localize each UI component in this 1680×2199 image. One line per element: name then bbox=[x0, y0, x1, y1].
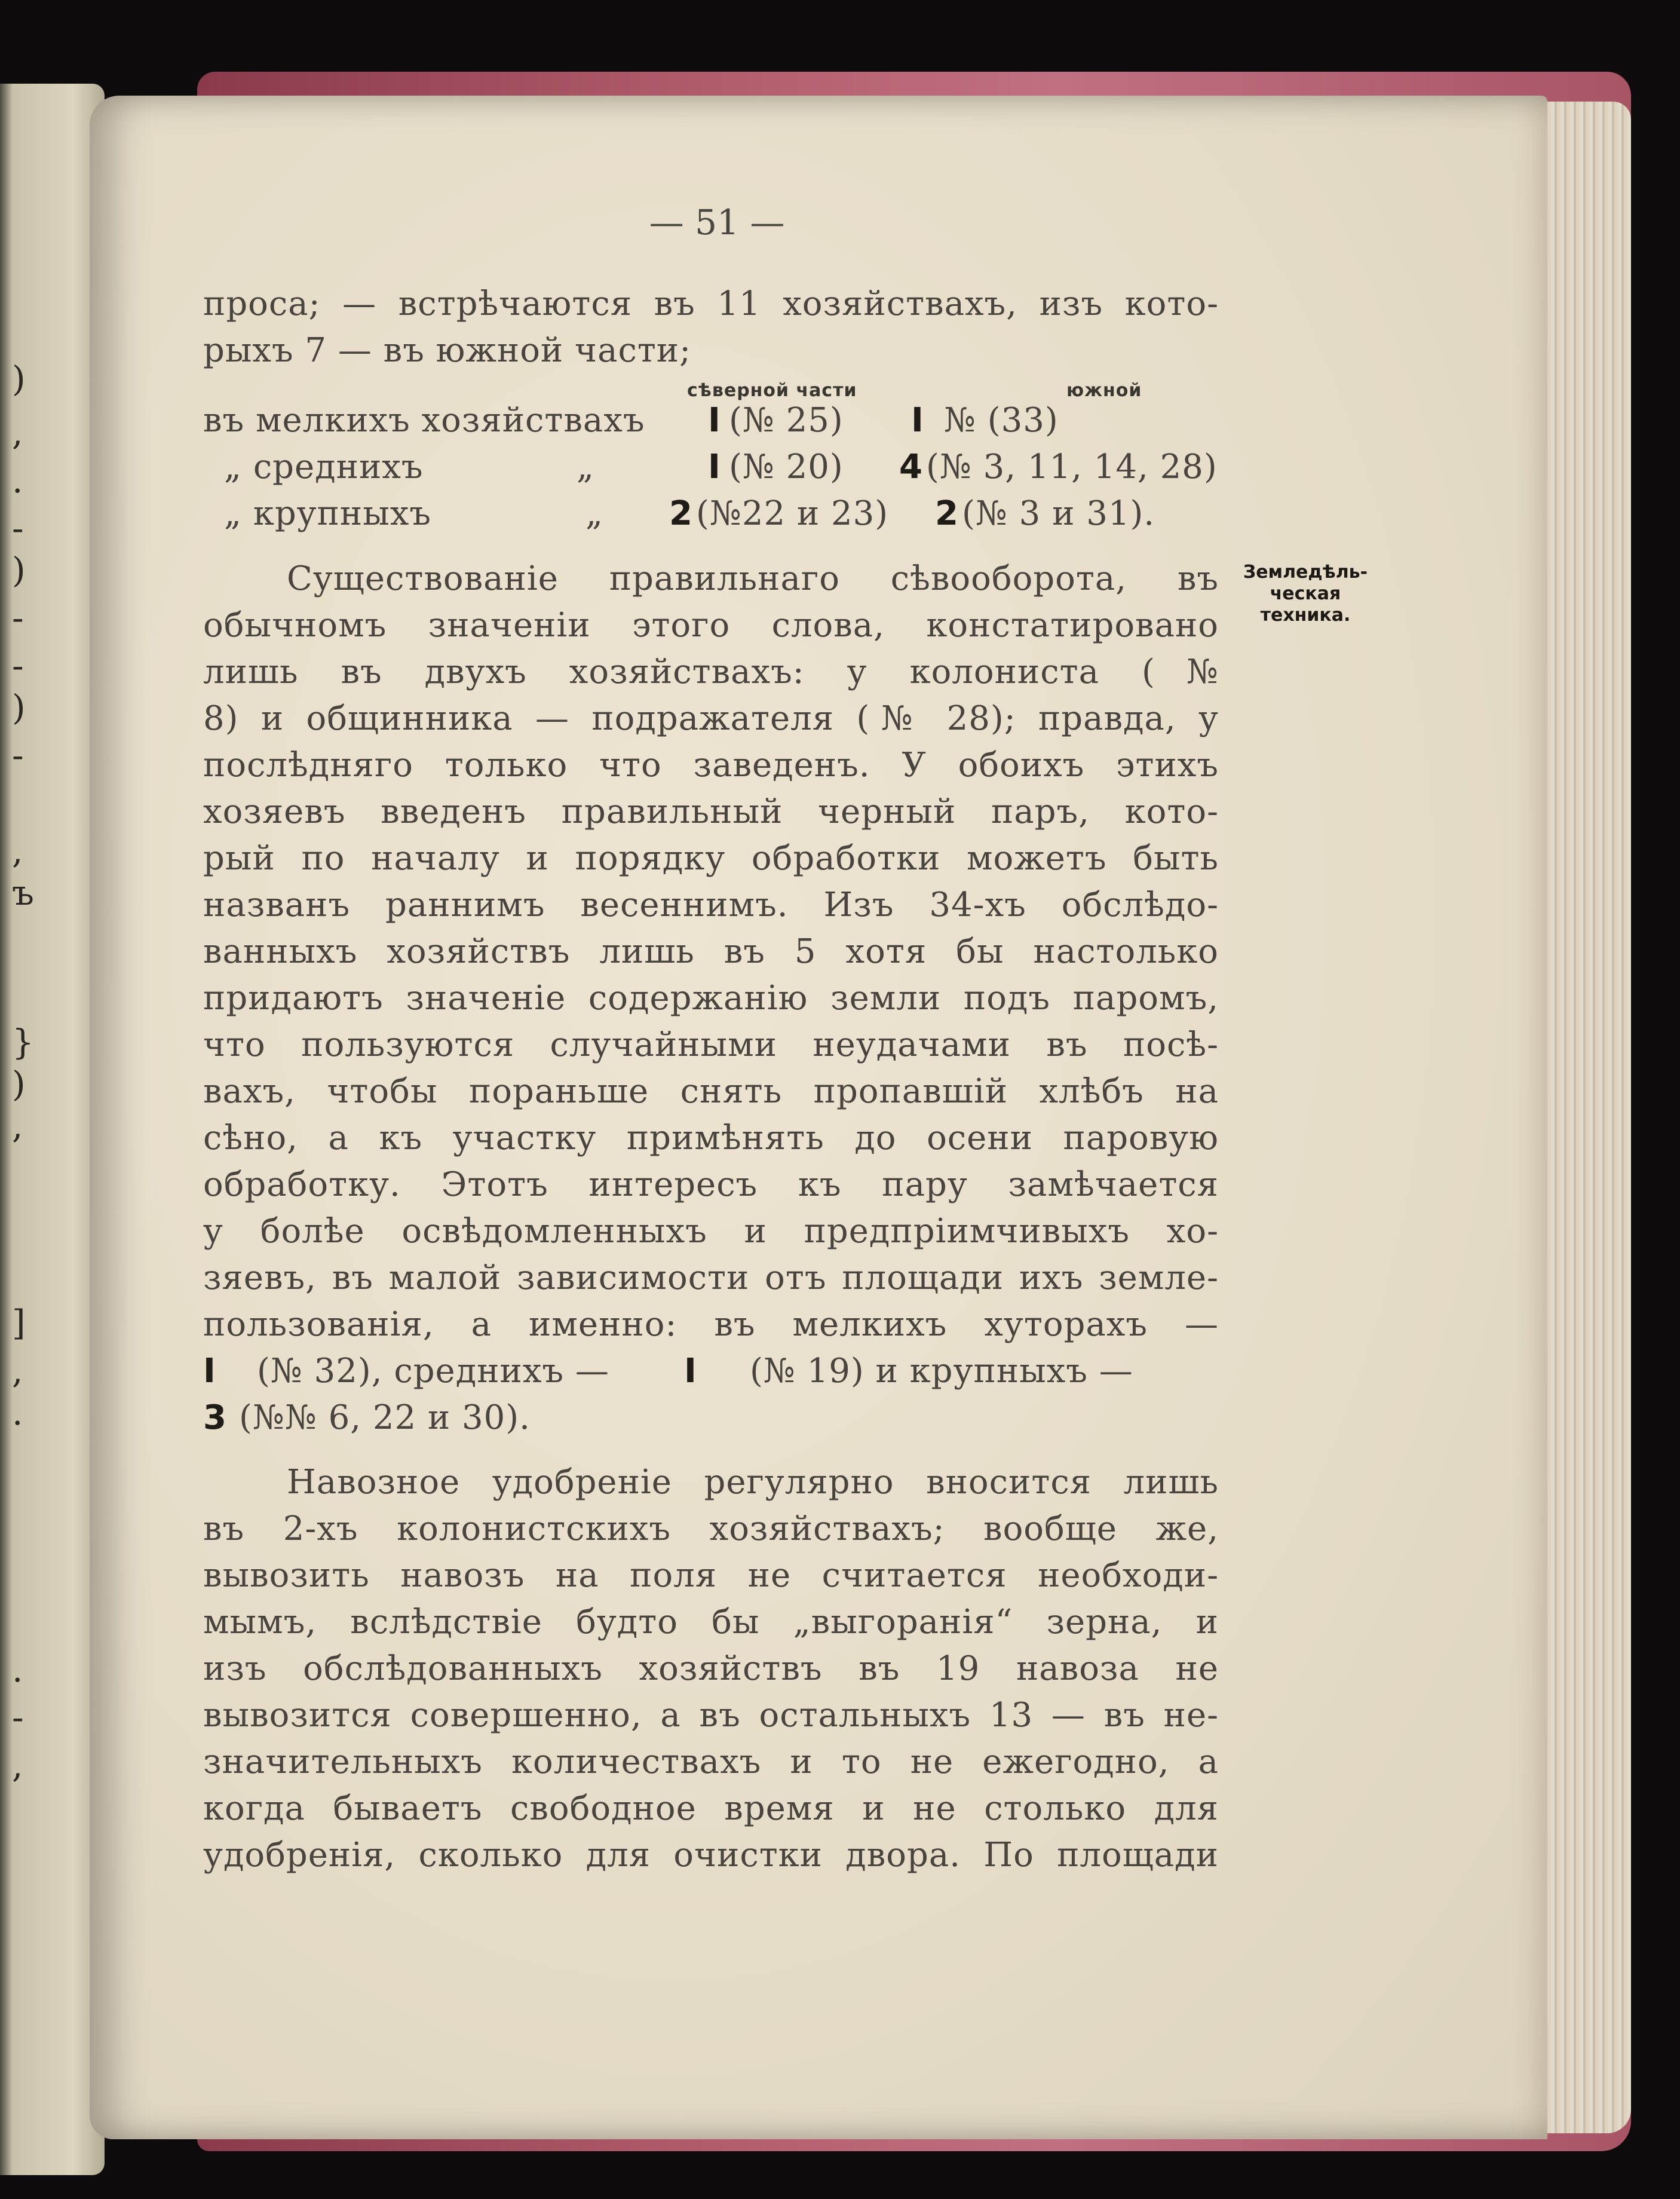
text-line: Существованіе правильнаго сѣвооборота, въ bbox=[287, 559, 1219, 598]
text-line: что пользуются случайными неудачами въ посѣ- bbox=[203, 1025, 1219, 1064]
text-line: сѣно, а къ участку примѣнять до осени паровую bbox=[203, 1119, 1219, 1157]
text-line: ванныхъ хозяйствъ лишь въ 5 хотя бы настолько bbox=[203, 932, 1219, 971]
left-mark: , bbox=[12, 1350, 23, 1391]
left-mark: ] bbox=[12, 1303, 26, 1343]
row-north-count: I bbox=[708, 401, 721, 440]
left-mark: . bbox=[12, 1649, 23, 1690]
row-north-count: I bbox=[708, 448, 721, 486]
text-line: Навозное удобреніе регулярно вносится лишь bbox=[287, 1463, 1219, 1502]
row-south-count: 4 bbox=[899, 448, 923, 486]
left-mark: - bbox=[12, 508, 24, 549]
left-mark: ) bbox=[12, 1064, 26, 1104]
text-line: удобренія, сколько для очистки двора. По площади bbox=[203, 1836, 1219, 1875]
left-mark: . bbox=[12, 1392, 23, 1433]
left-mark: , bbox=[12, 412, 23, 453]
text-line: названъ раннимъ весеннимъ. Изъ 34-хъ обслѣдо- bbox=[203, 886, 1219, 924]
bold-count: I bbox=[203, 1352, 216, 1391]
row-south-count: 2 bbox=[935, 494, 959, 533]
text-line: пользованія, а именно: въ мелкихъ хуторахъ — bbox=[203, 1305, 1219, 1344]
text-line: послѣдняго только что заведенъ. У обоихъ этихъ bbox=[203, 746, 1219, 785]
table-header-north: сѣверной части bbox=[687, 380, 857, 401]
text-line: когда бываетъ свободное время и не столько для bbox=[203, 1789, 1219, 1828]
left-mark: ) bbox=[12, 687, 26, 728]
left-mark: , bbox=[12, 1105, 23, 1146]
text-line: вывозится совершенно, а въ остальныхъ 13 — въ не- bbox=[203, 1696, 1219, 1735]
row-label: „ среднихъ bbox=[224, 448, 424, 486]
left-mark: - bbox=[12, 1697, 24, 1738]
text-line: зяевъ, въ малой зависимости отъ площади ихъ земле- bbox=[203, 1258, 1219, 1297]
left-mark: - bbox=[12, 735, 24, 776]
row-south-count: I bbox=[911, 401, 924, 440]
margin-note-line: техника. bbox=[1260, 605, 1351, 626]
left-mark: ) bbox=[12, 550, 26, 590]
row-south-refs: (№ 3 и 31). bbox=[962, 494, 1155, 533]
text-line: лишь въ двухъ хозяйствахъ: у колониста (№ bbox=[203, 653, 1219, 691]
row-north-count: 2 bbox=[669, 494, 693, 533]
row-ditto: „ bbox=[585, 494, 604, 533]
left-mark: ) bbox=[12, 359, 26, 399]
text-line: 8) и общинника — подражателя (№ 28); правда, у bbox=[203, 699, 1219, 738]
bold-count: 3 bbox=[203, 1398, 227, 1437]
row-south-refs: № (33) bbox=[944, 401, 1059, 440]
left-mark: - bbox=[12, 598, 24, 638]
row-north-refs: (№ 20) bbox=[729, 448, 844, 486]
row-south-refs: (№ 3, 11, 14, 28) bbox=[926, 448, 1218, 486]
margin-note bbox=[1240, 562, 1371, 626]
body-text bbox=[203, 0, 1219, 2199]
row-ditto: „ bbox=[577, 448, 595, 486]
left-mark: , bbox=[12, 831, 23, 871]
left-mark: , bbox=[12, 1745, 23, 1785]
text-line: значительныхъ количествахъ и то не ежегодно, а bbox=[203, 1742, 1219, 1781]
text-line: (№ 32), среднихъ — bbox=[257, 1352, 609, 1391]
bold-count: I bbox=[684, 1352, 697, 1391]
text-line: мымъ, вслѣдствіе будто бы „выгоранія“ зерна, и bbox=[203, 1603, 1219, 1641]
page-number: — 51 — bbox=[649, 202, 785, 243]
row-label: въ мелкихъ хозяйствахъ bbox=[203, 401, 645, 440]
text-line: (№ 19) и крупныхъ — bbox=[750, 1352, 1133, 1391]
text-line: обработку. Этотъ интересъ къ пару замѣчается bbox=[203, 1165, 1219, 1204]
text-line: вывозить навозъ на поля не считается необходи- bbox=[203, 1556, 1219, 1595]
left-mark: ъ bbox=[12, 872, 34, 913]
row-north-refs: (№ 25) bbox=[729, 401, 844, 440]
left-page-fragments bbox=[0, 0, 105, 2199]
table-header-south: южной bbox=[1066, 380, 1142, 401]
left-mark: . bbox=[12, 460, 23, 501]
text-line: проса; — встрѣчаются въ 11 хозяйствахъ, изъ кото- bbox=[203, 284, 1219, 323]
margin-note-line: ческая bbox=[1270, 583, 1341, 604]
row-label: „ крупныхъ bbox=[224, 494, 432, 533]
text-line: хозяевъ введенъ правильный черный паръ, кото- bbox=[203, 792, 1219, 831]
left-mark: } bbox=[12, 1022, 34, 1062]
text-line: въ 2-хъ колонистскихъ хозяйствахъ; вообще же, bbox=[203, 1509, 1219, 1548]
text-line: придаютъ значеніе содержанію земли подъ паромъ, bbox=[203, 979, 1219, 1018]
text-line: обычномъ значеніи этого слова, констатировано bbox=[203, 606, 1219, 645]
text-line: вахъ, чтобы пораньше снять пропавшій хлѣбъ на bbox=[203, 1072, 1219, 1111]
text-line: рыхъ 7 — въ южной части; bbox=[203, 331, 691, 370]
margin-note-line: Земледѣль- bbox=[1243, 562, 1368, 583]
text-line: (№№ 6, 22 и 30). bbox=[239, 1398, 531, 1437]
text-line: изъ обслѣдованныхъ хозяйствъ въ 19 навоза не bbox=[203, 1649, 1219, 1688]
text-line: рый по началу и порядку обработки можетъ быть bbox=[203, 839, 1219, 878]
left-mark: - bbox=[12, 645, 24, 686]
row-north-refs: (№22 и 23) bbox=[696, 494, 889, 533]
text-line: у болѣе освѣдомленныхъ и предпріимчивыхъ хо- bbox=[203, 1212, 1219, 1251]
